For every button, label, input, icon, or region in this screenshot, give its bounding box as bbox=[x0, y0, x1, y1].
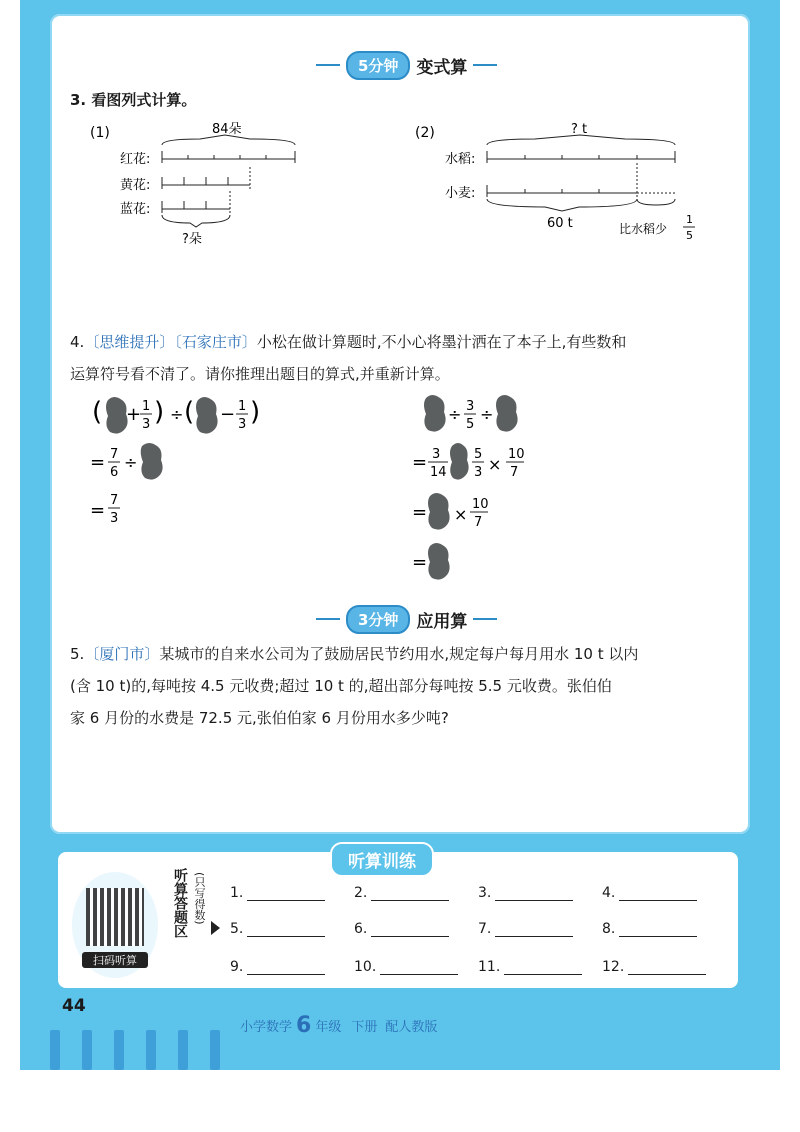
red-flower-label: 红花: bbox=[120, 152, 151, 167]
qr-badge bbox=[72, 872, 158, 978]
ink-blot bbox=[141, 443, 163, 480]
answer-row-2 bbox=[230, 920, 726, 937]
question-tags: 〔思维提升〕〔石家庄市〕 bbox=[84, 333, 257, 351]
svg-text:−: − bbox=[220, 404, 236, 425]
svg-text:5: 5 bbox=[474, 447, 483, 462]
q3-diagram-2 bbox=[405, 115, 705, 255]
svg-text:3: 3 bbox=[110, 511, 119, 526]
svg-text:÷: ÷ bbox=[124, 453, 138, 472]
ink-blot bbox=[424, 395, 446, 432]
answer-slot[interactable]: 6. bbox=[354, 920, 478, 937]
svg-text:1: 1 bbox=[238, 399, 247, 414]
svg-text:=: = bbox=[90, 452, 106, 473]
section-time-badge: 3分钟 bbox=[346, 605, 410, 634]
svg-text:3: 3 bbox=[466, 399, 475, 414]
question-5-line-3: 家 6 月份的水费是 72.5 元,张伯伯家 6 月份用水多少吨? bbox=[70, 709, 449, 727]
question-3-heading: 3. 看图列式计算。 bbox=[70, 91, 197, 109]
question-4-line-2: 运算符号看不清了。请你推理出题目的算式,并重新计算。 bbox=[70, 365, 450, 383]
question-number: 4. bbox=[70, 333, 85, 351]
ink-blot bbox=[428, 493, 450, 530]
section-title: 应用算 bbox=[416, 611, 468, 632]
q4-left-expression bbox=[88, 390, 328, 540]
answer-row-1 bbox=[230, 884, 726, 901]
svg-text:=: = bbox=[412, 502, 428, 523]
answer-slot[interactable]: 11. bbox=[478, 958, 602, 975]
svg-text:×: × bbox=[454, 505, 468, 524]
svg-text:7: 7 bbox=[110, 493, 119, 508]
svg-text:3: 3 bbox=[474, 465, 483, 480]
qr-code-icon[interactable] bbox=[86, 888, 144, 946]
svg-text:3: 3 bbox=[432, 447, 441, 462]
listening-title: 听算训练 bbox=[330, 842, 434, 877]
fraction-denominator: 5 bbox=[686, 229, 693, 242]
q3-diagram-1 bbox=[80, 115, 320, 255]
svg-text:=: = bbox=[90, 500, 106, 521]
svg-text:+: + bbox=[126, 404, 142, 425]
svg-text:÷: ÷ bbox=[170, 405, 184, 424]
svg-text:14: 14 bbox=[430, 465, 447, 480]
svg-text:10: 10 bbox=[472, 497, 489, 512]
svg-text:1: 1 bbox=[142, 399, 151, 414]
wheat-note: 比水稻少 bbox=[619, 222, 668, 236]
question-5-line-1: 某城市的自来水公司为了鼓励居民节约用水,规定每户每月用水 10 t 以内 bbox=[159, 645, 639, 663]
svg-text:3: 3 bbox=[142, 417, 151, 432]
answer-slot[interactable]: 3. bbox=[478, 884, 602, 901]
wheat-label: 小麦: bbox=[445, 186, 476, 201]
question-number: 5. bbox=[70, 645, 85, 663]
answer-slot[interactable]: 12. bbox=[602, 958, 726, 975]
section-time-badge: 5分钟 bbox=[346, 51, 410, 80]
answer-slot[interactable]: 5. bbox=[230, 920, 354, 937]
section-header-application bbox=[310, 606, 503, 632]
svg-text:3: 3 bbox=[238, 417, 247, 432]
page-number: 44 bbox=[62, 996, 86, 1016]
answer-slot[interactable]: 7. bbox=[478, 920, 602, 937]
answer-slot[interactable]: 9. bbox=[230, 958, 354, 975]
diagram-1-unknown: ?朵 bbox=[182, 232, 202, 247]
binding-tab bbox=[210, 1030, 220, 1070]
yellow-flower-label: 黄花: bbox=[120, 178, 151, 193]
svg-text:10: 10 bbox=[508, 447, 525, 462]
binding-tab bbox=[50, 1030, 60, 1070]
rice-label: 水稻: bbox=[445, 152, 476, 167]
ink-blot bbox=[106, 397, 128, 434]
answer-slot[interactable]: 10. bbox=[354, 958, 478, 975]
diagram-1-label: (1) bbox=[90, 125, 110, 141]
question-4-text bbox=[70, 326, 740, 390]
answer-area-label: 听算答题区 bbox=[172, 868, 188, 938]
svg-text:=: = bbox=[412, 452, 428, 473]
binding-tab bbox=[82, 1030, 92, 1070]
binding-tab bbox=[178, 1030, 188, 1070]
diagram-2-total: ? t bbox=[571, 122, 588, 137]
svg-text:(: ( bbox=[92, 397, 103, 427]
svg-text:÷: ÷ bbox=[480, 405, 494, 424]
question-tag: 〔厦门市〕 bbox=[84, 645, 160, 663]
ink-blot bbox=[428, 543, 450, 580]
svg-text:7: 7 bbox=[510, 465, 519, 480]
svg-text:): ) bbox=[250, 397, 261, 427]
section-title: 变式算 bbox=[416, 57, 468, 78]
section-header-variant bbox=[310, 52, 503, 78]
diagram-2-label: (2) bbox=[415, 125, 435, 141]
ink-blot bbox=[496, 395, 518, 432]
svg-text:×: × bbox=[488, 455, 502, 474]
diagram-1-total: 84朵 bbox=[212, 122, 242, 137]
book-info: 小学数学 6 年级 下册 配人教版 bbox=[240, 1012, 438, 1038]
question-5-text bbox=[70, 638, 750, 734]
answer-slot[interactable]: 2. bbox=[354, 884, 478, 901]
wheat-amount: 60 t bbox=[547, 216, 573, 231]
answer-row-3 bbox=[230, 958, 726, 975]
svg-text:÷: ÷ bbox=[448, 405, 462, 424]
svg-text:5: 5 bbox=[466, 417, 475, 432]
q4-right-expression bbox=[410, 390, 610, 590]
answer-slot[interactable]: 8. bbox=[602, 920, 726, 937]
binding-tab bbox=[114, 1030, 124, 1070]
svg-text:=: = bbox=[412, 552, 428, 573]
blue-flower-label: 蓝花: bbox=[120, 202, 151, 217]
qr-label: 扫码听算 bbox=[82, 952, 148, 968]
ink-blot bbox=[450, 443, 469, 480]
svg-text:): ) bbox=[154, 397, 165, 427]
answer-slot[interactable]: 1. bbox=[230, 884, 354, 901]
question-5-line-2: (含 10 t)的,每吨按 4.5 元收费;超过 10 t 的,超出部分每吨按 5.5 元收费。张伯伯 bbox=[70, 677, 612, 695]
svg-text:6: 6 bbox=[110, 465, 119, 480]
ink-blot bbox=[196, 397, 218, 434]
play-arrow-icon bbox=[211, 921, 220, 935]
question-4-line-1: 小松在做计算题时,不小心将墨汁洒在了本子上,有些数和 bbox=[256, 333, 627, 351]
binding-tab bbox=[146, 1030, 156, 1070]
fraction-numerator: 1 bbox=[686, 213, 693, 226]
svg-text:(: ( bbox=[184, 397, 195, 427]
answer-area-note: (只写得数) bbox=[193, 872, 206, 925]
answer-slot[interactable]: 4. bbox=[602, 884, 726, 901]
svg-text:7: 7 bbox=[110, 447, 119, 462]
svg-text:7: 7 bbox=[474, 515, 483, 530]
